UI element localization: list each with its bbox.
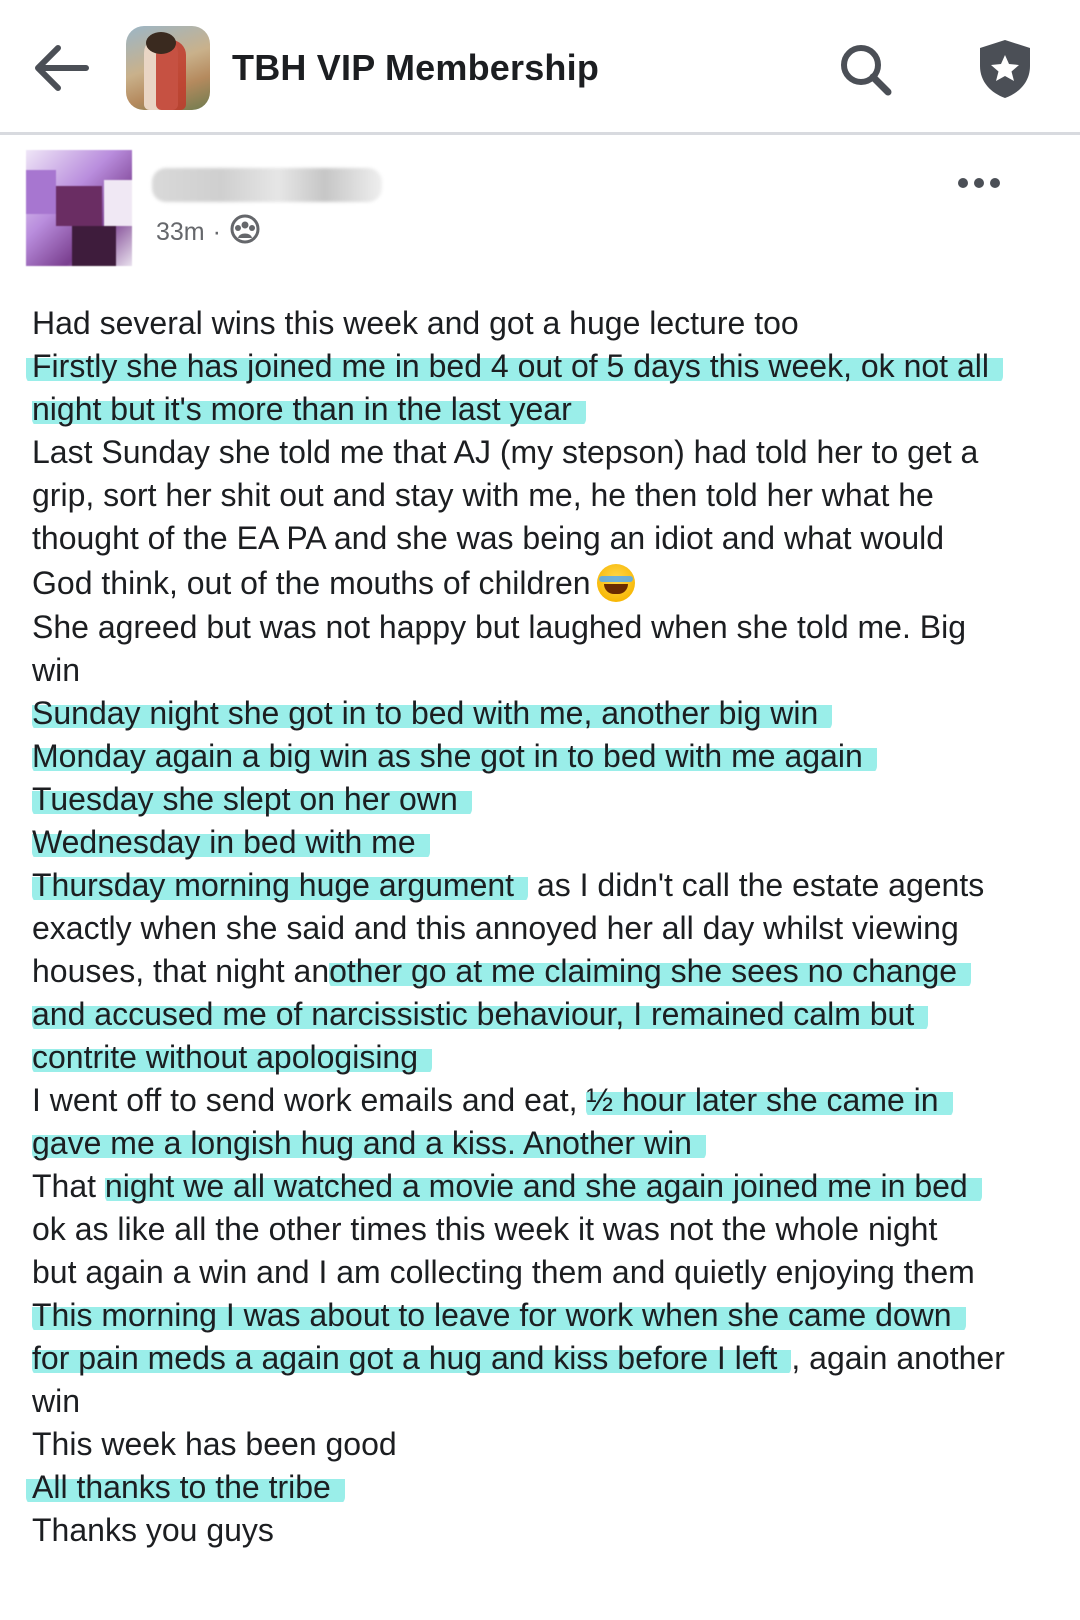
post-line	[32, 735, 1052, 778]
post-line: Had several wins this week and got a huge lecture too	[32, 305, 799, 341]
avatar-pixel	[104, 180, 132, 226]
post-line: Last Sunday she told me that AJ (my stepson) had told her to get a	[32, 434, 979, 470]
avatar[interactable]	[26, 150, 132, 266]
highlighted-text: contrite without apologising	[32, 1039, 432, 1075]
post-line: win	[32, 652, 81, 688]
post-line: She agreed but was not happy but laughed when she told me. Big	[32, 609, 966, 645]
more-options-icon[interactable]	[954, 168, 1004, 198]
avatar-pixel	[72, 226, 116, 266]
group-title[interactable]: TBH VIP Membership	[232, 47, 600, 88]
post-line: God think, out of the mouths of children	[32, 560, 1052, 606]
post-line: win	[32, 1383, 81, 1419]
highlighted-text: Wednesday in bed with me	[32, 824, 430, 860]
post-meta	[156, 213, 261, 252]
post-line: Thanks you guys	[32, 1512, 274, 1548]
post-body	[32, 302, 1052, 1552]
post-line: grip, sort her shit out and stay with me, he then told her what he	[32, 477, 934, 513]
post-line	[32, 1294, 1052, 1337]
post-line: exactly when she said and this annoyed her all day whilst viewing	[32, 910, 959, 946]
shield-star-icon[interactable]	[976, 38, 1034, 100]
header-divider	[0, 132, 1080, 135]
back-arrow-icon[interactable]	[30, 40, 92, 96]
highlighted-text: Tuesday she slept on her own	[32, 781, 472, 817]
top-bar	[0, 0, 1080, 134]
highlighted-text: Monday again a big win as she got in to bed with me again	[32, 738, 877, 774]
post-line	[32, 993, 1052, 1036]
avatar-pixel	[56, 186, 102, 226]
post-line: This week has been good	[32, 1426, 397, 1462]
post-line	[32, 692, 1052, 735]
highlighted-text: Firstly she has joined me in bed 4 out of 5 days this week, ok not all	[26, 348, 1003, 384]
post-line	[32, 821, 1052, 864]
post-line	[32, 1036, 1052, 1079]
highlighted-text: night we all watched a movie and she again joined me in bed	[105, 1168, 982, 1204]
post-line	[32, 1466, 1052, 1509]
highlighted-text: night but it's more than in the last year	[32, 391, 586, 427]
post-line	[32, 345, 1052, 388]
post-line: I went off to send work emails and eat, ½ hour later she came in	[32, 1079, 1052, 1122]
avatar-pixel	[26, 170, 56, 214]
highlighted-text: All thanks to the tribe	[26, 1469, 345, 1505]
post-line: Thursday morning huge argument as I didn't call the estate agents	[32, 867, 985, 903]
highlighted-text: This morning I was about to leave for work when she came down	[32, 1297, 966, 1333]
post-line: That night we all watched a movie and she again joined me in bed	[32, 1165, 1052, 1208]
group-cover-thumbnail[interactable]	[126, 26, 210, 110]
laughing-emoji-icon	[597, 564, 635, 602]
highlighted-text: other go at me claiming she sees no change	[329, 953, 971, 989]
highlighted-text: for pain meds a again got a hug and kiss before I left	[32, 1340, 791, 1376]
highlighted-text: and accused me of narcissistic behaviour, I remained calm but	[32, 996, 928, 1032]
post-timestamp[interactable]: 33m	[156, 218, 205, 246]
post-line: thought of the EA PA and she was being an idiot and what would	[32, 520, 945, 556]
post-line: houses, that night another go at me claiming she sees no change	[32, 950, 1052, 993]
search-icon[interactable]	[836, 40, 896, 100]
thumbnail-figure	[146, 32, 176, 54]
highlighted-text: ½ hour later she came in	[586, 1082, 952, 1118]
group-privacy-icon	[229, 213, 261, 252]
post-line: but again a win and I am collecting them and quietly enjoying them	[32, 1254, 975, 1290]
post-line	[32, 1122, 1052, 1165]
author-name-redacted[interactable]	[152, 168, 382, 202]
highlighted-text: gave me a longish hug and a kiss. Another win	[32, 1125, 706, 1161]
post-line	[32, 778, 1052, 821]
post-line: ok as like all the other times this week it was not the whole night	[32, 1211, 938, 1247]
meta-separator: ·	[212, 218, 221, 246]
highlighted-text: Sunday night she got in to bed with me, another big win	[32, 695, 832, 731]
post-line	[32, 388, 1052, 431]
highlighted-text: Thursday morning huge argument	[32, 867, 528, 903]
post-line: for pain meds a again got a hug and kiss before I left , again another	[32, 1340, 1005, 1376]
